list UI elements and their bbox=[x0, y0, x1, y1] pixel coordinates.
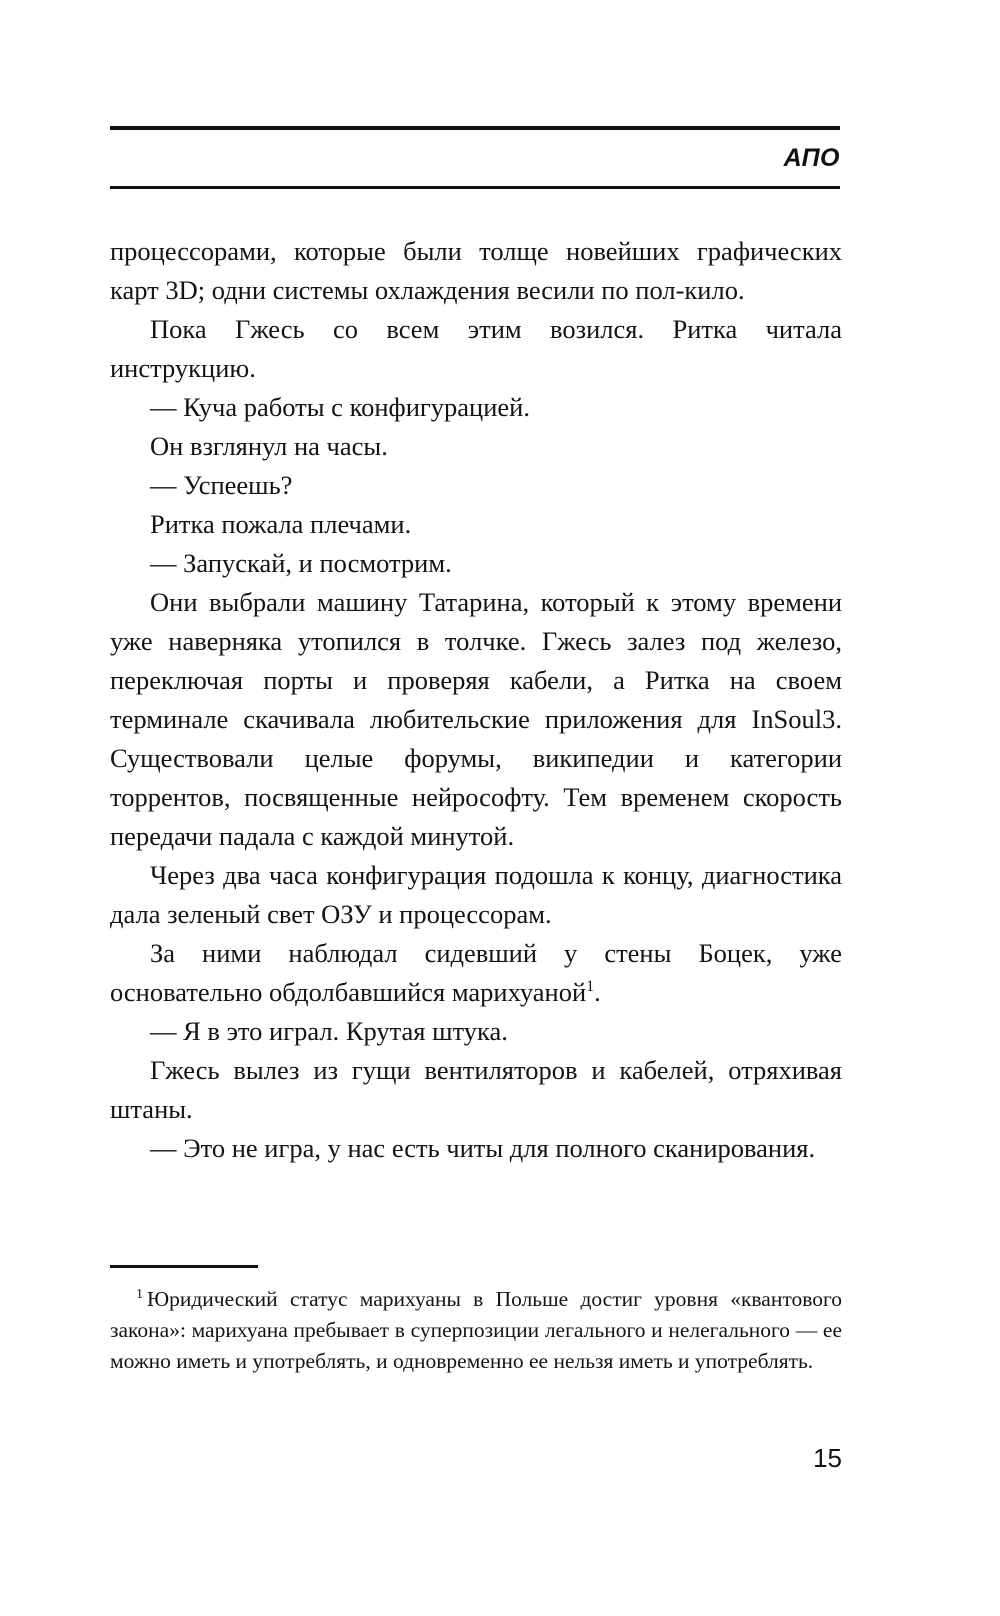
paragraph-text: За ними наблюдал сидевший у стены Боцек, уже основательно обдолбавшийся марихуаной bbox=[110, 938, 842, 1007]
paragraph: Пока Гжесь со всем этим возился. Ритка читала инструкцию. bbox=[110, 314, 842, 383]
paragraph: Он взглянул на часы. bbox=[150, 431, 388, 461]
paragraph: Ритка пожала плечами. bbox=[150, 509, 412, 539]
paragraph: Они выбрали машину Татарина, который к этому времени уже наверняка утопился в толчке. Гжесь залез под железо, переключая порты и проверяя кабели, а Ритка на своем терминале скачивала любительские приложения для InSoul3. Существовали целые форумы, википедии и категории торрентов, посвященные нейрософту. Тем временем скорость передачи падала с каждой минутой. bbox=[110, 587, 842, 851]
paragraph: — Успеешь? bbox=[150, 470, 293, 500]
footnote-text: Юридический статус марихуаны в Польше достиг уровня «квантового закона»: марихуана пребывает в суперпозиции легального и нелегального — ее можно иметь и употреблять, и одновременно ее нельзя иметь и употреблять. bbox=[110, 1287, 842, 1373]
paragraph: — Это не игра, у нас есть читы для полного сканирования. bbox=[150, 1133, 816, 1163]
header-bottom-rule bbox=[110, 186, 840, 189]
footnote-block bbox=[110, 1265, 842, 1377]
paragraph: Через два часа конфигурация подошла к концу, диагностика дала зеленый свет ОЗУ и процессорам. bbox=[110, 860, 842, 929]
running-head: АПО bbox=[783, 143, 840, 172]
paragraph: Гжесь вылез из гущи вентиляторов и кабелей, отряхивая штаны. bbox=[110, 1055, 842, 1124]
footnote-separator-rule bbox=[110, 1265, 258, 1268]
paragraph: — Я в это играл. Крутая штука. bbox=[150, 1016, 508, 1046]
footnote-marker: 1 bbox=[136, 1286, 143, 1302]
paragraph: — Куча работы с конфигурацией. bbox=[150, 392, 530, 422]
paragraph-with-footnote bbox=[110, 934, 842, 1012]
body-text bbox=[110, 232, 842, 1168]
running-head-row bbox=[110, 130, 840, 186]
page-header bbox=[110, 126, 840, 189]
page-number: 15 bbox=[813, 1443, 842, 1473]
footnote-body bbox=[110, 1284, 842, 1377]
paragraph-text-tail: . bbox=[594, 977, 601, 1007]
paragraph: — Запускай, и посмотрим. bbox=[150, 548, 452, 578]
footnote-reference[interactable]: 1 bbox=[586, 978, 595, 996]
paragraph: процессорами, которые были толще новейших графических карт 3D; одни системы охлаждения весили по пол-кило. bbox=[110, 236, 842, 305]
